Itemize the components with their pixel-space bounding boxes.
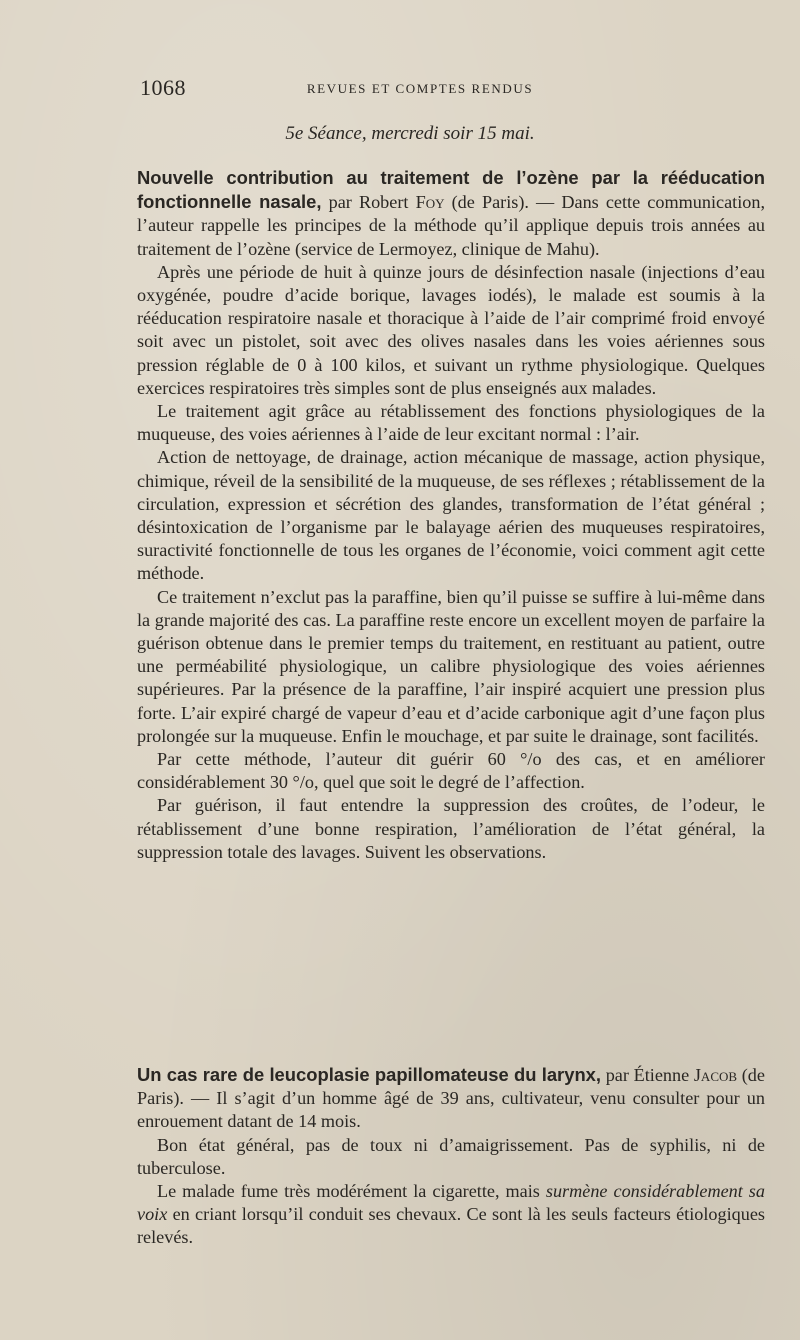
article-ozene	[137, 166, 765, 864]
text-run: Le malade fume très modérément la cigarette, mais	[157, 1181, 546, 1202]
author-name: Foy	[415, 192, 445, 213]
byline-prefix: par Robert	[321, 192, 416, 213]
paragraph: Après une période de huit à quinze jours de désinfection nasale (injections d’eau oxygénée, poudre d’acide borique, lavages iodés), le malade est soumis à la rééducation respiratoire nasale et thoracique à l’aide de l’air comprimé froid envoyé soit avec un pistolet, soit avec des olives nasales dans les voies aériennes sous pression réglable de 0 à 100 kilos, et suivant un rythme physiologique. Quelques exercices respiratoires très simples sont de plus enseignés aux malades.	[137, 261, 765, 398]
byline-prefix: par Étienne	[601, 1065, 694, 1085]
paragraph: Action de nettoyage, de drainage, action mécanique de massage, action physique, chimique, réveil de la sensibilité de la muqueuse, de ses réflexes ; rétablissement de la circulation, expression et sécrétion des glandes, transformation de l’état général ; désintoxication de l’organisme par le balayage aérien des muqueuses respiratoires, suractivité fonctionnelle de tous les organes de l’économie, voici comment agit cette méthode.	[137, 447, 765, 584]
text-run: en criant lorsqu’il conduit ses chevaux. Ce sont là les seuls facteurs étiologiques relevés.	[137, 1204, 765, 1248]
paragraph: Par cette méthode, l’auteur dit guérir 60 °/o des cas, et en améliorer considérablement 30 °/o, quel que soit le degré de l’affection.	[137, 749, 765, 793]
article-ozene-lead	[137, 166, 765, 261]
lead-text: (de Paris). — Il s’agit d’un homme âgé de 39 ans, cultivateur, venu consulter pour un enrouement datant de 14 mois.	[137, 1065, 765, 1132]
page-number: 1068	[140, 75, 186, 100]
article-ozene-title: Nouvelle contribution au traitement de l’ozène par la rééducation fonctionnelle nasale,	[137, 167, 765, 213]
paragraph: Bon état général, pas de toux ni d’amaigrissement. Pas de syphilis, ni de tuberculose.	[137, 1134, 765, 1178]
article-leucoplasie-lead	[137, 1063, 765, 1134]
article-leucoplasie-title: Un cas rare de leucoplasie papillomateuse du larynx,	[137, 1064, 602, 1085]
paragraph	[137, 1180, 765, 1250]
running-title: REVUES ET COMPTES RENDUS	[306, 81, 534, 96]
paragraph: Par guérison, il faut entendre la suppression des croûtes, de l’odeur, le rétablissement d’une bonne respiration, l’amélioration de l’état général, la suppression totale des lavages. Suivent les observations.	[137, 795, 765, 862]
italic-text-run: surmène considérablement sa voix	[137, 1181, 765, 1225]
lead-text: (de Paris). — Dans cette communication, l’auteur rappelle les principes de la méthode qu’il applique depuis trois années au traitement de l’ozène (service de Lermoyez, clinique de Mahu).	[137, 192, 765, 259]
author-name: Jacob	[693, 1065, 738, 1085]
session-heading: 5e Séance, mercredi soir 15 mai.	[285, 123, 535, 144]
paragraph: Le traitement agit grâce au rétablissement des fonctions physiologiques de la muqueuse, des voies aériennes à l’aide de leur excitant normal : l’air.	[137, 401, 765, 445]
paragraph: Ce traitement n’exclut pas la paraffine, bien qu’il puisse se suffire à lui-même dans la grande majorité des cas. La paraffine reste encore un excellent moyen de parfaire la guérison obtenue dans le premier temps du traitement, en restituant au patient, outre une perméabilité physiologique, un calibre physiologique des voies aériennes supérieures. Par la présence de la paraffine, l’air inspiré acquiert une pression plus forte. L’air expiré chargé de vapeur d’eau et d’acide carbonique agit d’une façon plus prolongée sur la muqueuse. Enfin le mouchage, et par suite le drainage, sont facilités.	[137, 586, 765, 746]
article-leucoplasie	[137, 1063, 765, 1250]
